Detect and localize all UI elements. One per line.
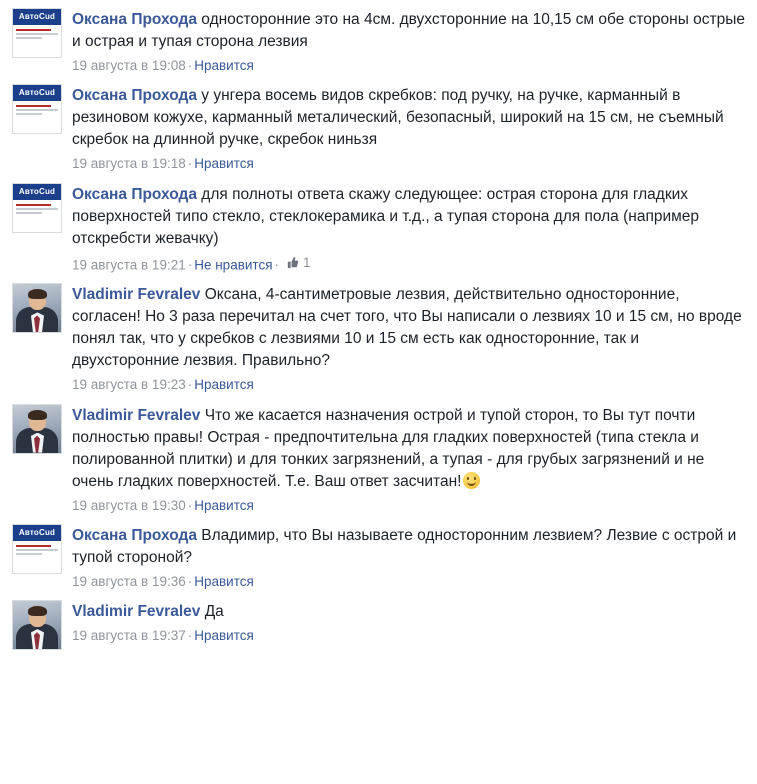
comment-timestamp[interactable]: 19 августа в 19:36 [72, 573, 186, 589]
thumbs-up-icon [285, 255, 300, 270]
comment-item [0, 175, 757, 276]
avatar-logo-text: АвтоСud [13, 85, 61, 101]
avatar-logo-line [16, 37, 42, 39]
comment-meta [72, 572, 747, 592]
avatar-logo-line [16, 212, 42, 214]
comment-item [0, 0, 757, 76]
comment-timestamp[interactable]: 19 августа в 19:23 [72, 377, 186, 393]
like-button[interactable]: Нравится [194, 156, 254, 172]
avatar-logo-body [13, 200, 61, 232]
avatar-avtosud-logo[interactable] [12, 84, 62, 134]
comment-meta [72, 496, 747, 516]
meta-separator: · [187, 156, 193, 172]
avatar-logo-line [16, 29, 51, 31]
like-button[interactable]: Нравится [194, 573, 254, 589]
unlike-button[interactable]: Не нравится [194, 257, 273, 273]
comment-author-link[interactable]: Vladimir Fevralev [72, 406, 201, 424]
comment-body [72, 84, 747, 174]
comment-author-link[interactable]: Vladimir Fevralev [72, 286, 201, 304]
meta-separator: · [187, 377, 193, 393]
comment-meta [72, 626, 747, 646]
like-button[interactable]: Нравится [194, 628, 254, 644]
comment-item [0, 396, 757, 516]
avatar-vladimir-fevralev[interactable] [12, 283, 62, 333]
avatar-logo-line [16, 204, 51, 206]
comment-message: Да [204, 603, 224, 621]
comment-meta [72, 154, 747, 174]
comment-text [72, 284, 747, 372]
avatar-logo-line [16, 33, 58, 35]
comment-body [72, 8, 747, 76]
comment-text [72, 85, 747, 151]
comment-item [0, 592, 757, 650]
comment-author-link[interactable]: Оксана Прохода [72, 526, 197, 544]
like-count: 1 [303, 254, 311, 270]
comment-timestamp[interactable]: 19 августа в 19:08 [72, 58, 186, 73]
comment-author-link[interactable]: Оксана Прохода [72, 185, 197, 203]
avatar-hair [28, 410, 47, 420]
avatar-vladimir-fevralev[interactable] [12, 600, 62, 650]
meta-separator: · [274, 257, 280, 273]
meta-separator: · [187, 257, 193, 273]
comment-item [0, 76, 757, 174]
avatar-logo-body [13, 101, 61, 133]
comment-item [0, 516, 757, 592]
comment-body [72, 283, 747, 395]
comment-meta [72, 253, 747, 276]
comment-timestamp[interactable]: 19 августа в 19:21 [72, 257, 186, 273]
avatar-avtosud-logo[interactable] [12, 524, 62, 574]
comment-author-link[interactable]: Vladimir Fevralev [72, 603, 201, 621]
comment-body [72, 183, 747, 276]
comment-author-link[interactable]: Оксана Прохода [72, 87, 197, 105]
comment-author-link[interactable]: Оксана Прохода [72, 11, 197, 28]
comment-timestamp[interactable]: 19 августа в 19:30 [72, 497, 186, 513]
avatar-logo-body [13, 25, 61, 57]
comment-text [72, 405, 747, 493]
like-button[interactable]: Нравится [194, 58, 254, 73]
comment-body [72, 524, 747, 592]
comment-body [72, 404, 747, 516]
avatar-logo-line [16, 109, 58, 111]
like-button[interactable]: Нравится [194, 377, 254, 393]
avatar-logo-line [16, 549, 58, 551]
avatar-logo-line [16, 105, 51, 107]
meta-separator: · [187, 58, 193, 73]
avatar-logo-text: АвтоСud [13, 9, 61, 25]
comment-message: для полноты ответа скажу следующее: острая сторона для гладких поверхностей типо стекло, стеклокерамика и т.д., а тупая сторона для пола (например отскребсти жевачку) [72, 185, 700, 247]
comment-meta [72, 375, 747, 395]
like-button[interactable]: Нравится [194, 497, 254, 513]
avatar-vladimir-fevralev[interactable] [12, 404, 62, 454]
avatar-logo-line [16, 545, 51, 547]
avatar-avtosud-logo[interactable] [12, 8, 62, 58]
avatar-avtosud-logo[interactable] [12, 183, 62, 233]
comment-message: Что же касается назначения острой и тупой сторон, то Вы тут почти полностью правы! Острая - предпочтительна для гладких поверхностей (типа стекла и полированной плитки) и для тонких загрязнений, а тупая - для грубых загрязнений и не очень гладких поверхностей. Т.е. Ваш ответ засчитан! [72, 406, 705, 490]
comment-message: односторонние это на 4см. двухсторонние на 10,15 см обе стороны острые и острая и тупая сторона лезвия [72, 11, 746, 50]
like-count-badge[interactable] [285, 253, 311, 273]
avatar-logo-text: АвтоСud [13, 184, 61, 200]
meta-separator: · [187, 628, 193, 644]
avatar-logo-line [16, 208, 58, 210]
avatar-logo-line [16, 113, 42, 115]
comment-meta [72, 56, 747, 76]
avatar-hair [28, 289, 47, 299]
comment-item [0, 275, 757, 395]
comment-message: у унгера восемь видов скребков: под ручку, на ручке, карманный в резиновом кожухе, карманный металический, безопасный, широкий на 15 см, не съемный скребок на длинной ручке, скребок ниньзя [72, 87, 724, 149]
comment-text [72, 184, 747, 250]
comment-timestamp[interactable]: 19 августа в 19:37 [72, 628, 186, 644]
comment-body [72, 600, 747, 646]
avatar-logo-body [13, 541, 61, 573]
comment-timestamp[interactable]: 19 августа в 19:18 [72, 156, 186, 172]
comment-message: Оксана, 4-сантиметровые лезвия, действительно односторонние, согласен! Но 3 раза перечитал на счет того, что Вы написали о лезвиях 10 и 15 см, но вроде понял так, что у скребков с лезвиями 10 и 15 см есть как односторонние, так и двухсторонние лезвия. Правильно? [72, 286, 742, 370]
avatar-logo-text: АвтоСud [13, 525, 61, 541]
avatar-logo-line [16, 553, 42, 555]
comment-message: Владимир, что Вы называете односторонним лезвием? Лезвие с острой и тупой стороной? [72, 526, 737, 566]
meta-separator: · [187, 573, 193, 589]
comment-text [72, 525, 747, 569]
comment-text [72, 9, 747, 53]
comment-text [72, 601, 747, 623]
avatar-hair [28, 606, 47, 616]
smiley-face-icon [463, 472, 480, 489]
meta-separator: · [187, 497, 193, 513]
